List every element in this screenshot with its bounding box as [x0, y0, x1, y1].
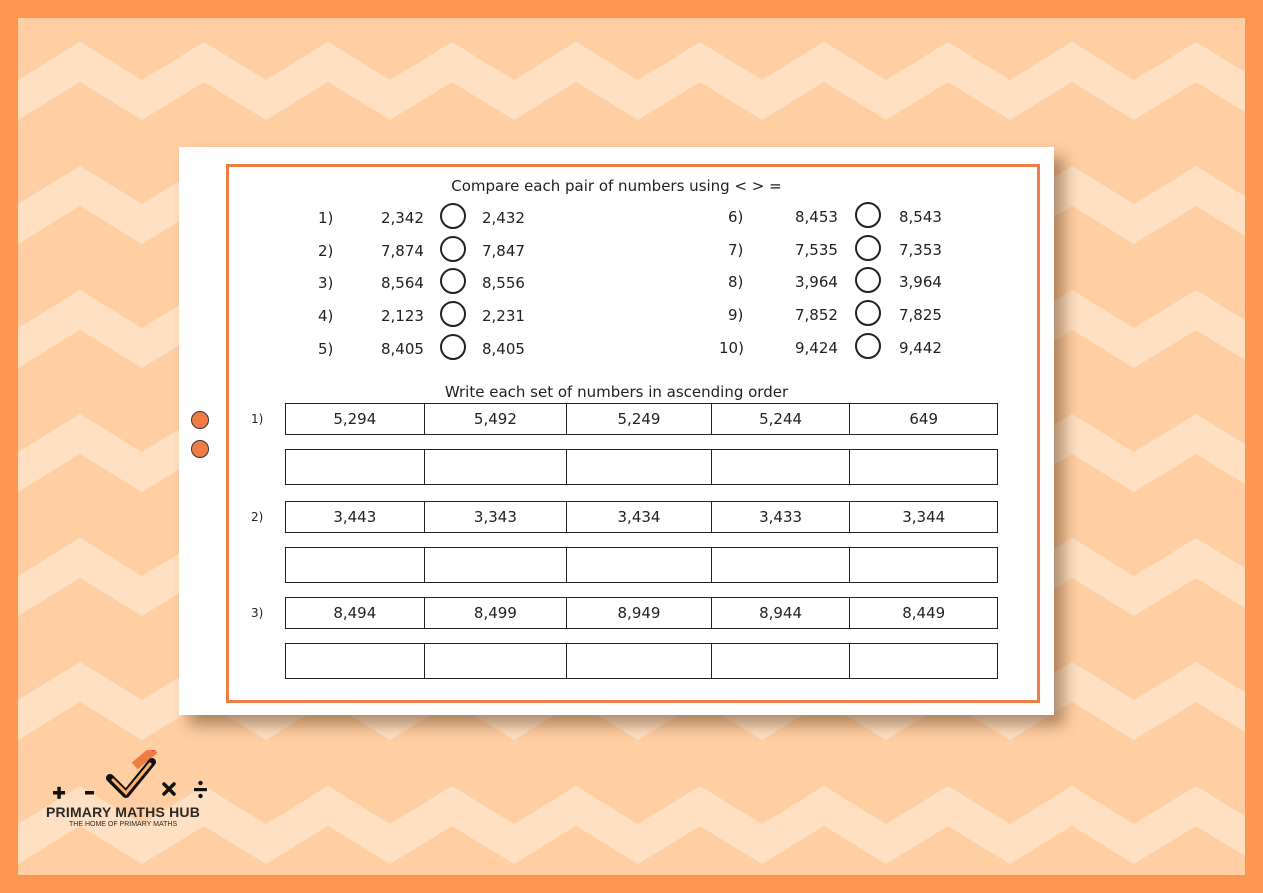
ordering-value-cell: 649: [909, 410, 939, 428]
compare-answer-circle[interactable]: [440, 268, 466, 294]
compare-row: [318, 235, 558, 267]
ordering-value-cell: 8,449: [902, 604, 946, 622]
compare-answer-circle[interactable]: [855, 267, 881, 293]
ordering-set-label: 1): [251, 412, 264, 426]
compare-value-a: 9,424: [795, 338, 838, 357]
compare-value-b: 7,825: [899, 306, 942, 325]
compare-value-b: 3,964: [899, 273, 942, 292]
compare-row: [719, 299, 959, 331]
ordering-answer-cell[interactable]: [567, 644, 712, 678]
compare-value-b: 2,231: [482, 307, 525, 326]
compare-value-a: 8,453: [795, 208, 838, 226]
ordering-answer-cell[interactable]: [286, 644, 425, 678]
compare-row: [719, 201, 959, 233]
compare-row: [719, 266, 959, 298]
ordering-values-row: [285, 501, 998, 533]
compare-value-a: 3,964: [795, 273, 838, 292]
compare-number: 6): [728, 208, 744, 226]
ordering-value-cell: 3,433: [712, 502, 851, 532]
compare-answer-circle[interactable]: [855, 202, 881, 228]
compare-value-b: 9,442: [899, 338, 942, 357]
ordering-value-cell: 3,344: [902, 508, 946, 526]
ordering-value-cell: 5,492: [425, 404, 568, 434]
primary-maths-hub-logo: [40, 750, 230, 835]
compare-value-a: 2,123: [381, 307, 424, 326]
compare-answer-circle[interactable]: [440, 203, 466, 229]
ordering-answer-cell[interactable]: [712, 450, 851, 484]
ordering-value-cell: 3,343: [425, 502, 568, 532]
ordering-answer-cell[interactable]: [286, 548, 425, 582]
compare-number: 5): [318, 339, 334, 358]
ordering-answer-cell[interactable]: [850, 548, 997, 582]
compare-number: 4): [318, 307, 334, 326]
compare-value-b: 7,353: [899, 240, 942, 259]
compare-answer-circle[interactable]: [855, 333, 881, 359]
ordering-value-cell: 5,294: [286, 404, 425, 434]
ordering-set-label: 3): [251, 606, 264, 620]
ordering-value-cell: 8,494: [286, 598, 425, 628]
ordering-answer-cell[interactable]: [712, 548, 851, 582]
ordering-answer-row: [285, 547, 998, 583]
compare-value-b: 8,543: [899, 208, 942, 226]
compare-value-a: 8,405: [381, 339, 424, 358]
ordering-answer-row: [285, 449, 998, 485]
ordering-set-label: 2): [251, 510, 264, 524]
compare-number: 2): [318, 241, 334, 260]
worksheet: [179, 147, 1054, 715]
ordering-value-cell: 5,249: [567, 404, 712, 434]
ordering-value-cell: 8,944: [712, 598, 851, 628]
compare-value-a: 7,874: [381, 241, 424, 260]
logo-brand-name: PRIMARY MATHS HUB: [46, 804, 201, 820]
compare-value-a: 7,852: [795, 306, 838, 325]
compare-number: 7): [728, 240, 744, 259]
compare-number: 9): [728, 306, 744, 325]
compare-value-a: 8,564: [381, 274, 424, 293]
compare-row: [318, 300, 558, 332]
ordering-answer-cell[interactable]: [286, 450, 425, 484]
ordering-answer-cell[interactable]: [425, 548, 568, 582]
ordering-value-cell: 3,434: [567, 502, 712, 532]
ordering-answer-cell[interactable]: [567, 450, 712, 484]
compare-value-a: 2,342: [381, 209, 424, 227]
compare-value-b: 8,405: [482, 339, 525, 358]
logo-tagline: THE HOME OF PRIMARY MATHS: [69, 821, 178, 828]
compare-answer-circle[interactable]: [440, 301, 466, 327]
ordering-answer-cell[interactable]: [425, 450, 568, 484]
compare-row: [318, 333, 558, 365]
logo-mark-icon: [40, 750, 230, 810]
compare-title: Compare each pair of numbers using < > =: [451, 177, 782, 195]
compare-answer-circle[interactable]: [855, 300, 881, 326]
ordering-value-cell: 8,499: [425, 598, 568, 628]
ordering-answer-cell[interactable]: [425, 644, 568, 678]
zigzag-stripe: [18, 62, 1245, 100]
compare-answer-circle[interactable]: [440, 334, 466, 360]
compare-row: [719, 234, 959, 266]
ordering-value-cell: 5,244: [712, 404, 851, 434]
ordering-value-cell: 3,443: [286, 502, 425, 532]
compare-number: 10): [719, 338, 744, 357]
compare-number: 3): [318, 274, 334, 293]
compare-row: [318, 202, 558, 234]
ordering-values-row: [285, 597, 998, 629]
binder-hole-1: [191, 411, 209, 429]
ordering-value-cell: 8,949: [567, 598, 712, 628]
ordering-answer-cell[interactable]: [850, 644, 997, 678]
compare-number: 8): [728, 273, 744, 292]
compare-number: 1): [318, 209, 334, 227]
ordering-values-row: [285, 403, 998, 435]
compare-value-b: 8,556: [482, 274, 525, 293]
binder-hole-2: [191, 440, 209, 458]
ordering-answer-cell[interactable]: [567, 548, 712, 582]
compare-row: [318, 267, 558, 299]
compare-value-b: 7,847: [482, 241, 525, 260]
compare-row: [719, 332, 959, 364]
ordering-title: Write each set of numbers in ascending order: [444, 383, 789, 401]
compare-value-b: 2,432: [482, 209, 525, 227]
compare-answer-circle[interactable]: [855, 235, 881, 261]
ordering-answer-cell[interactable]: [850, 450, 997, 484]
ordering-answer-cell[interactable]: [712, 644, 851, 678]
compare-value-a: 7,535: [795, 240, 838, 259]
ordering-answer-row: [285, 643, 998, 679]
compare-answer-circle[interactable]: [440, 236, 466, 262]
